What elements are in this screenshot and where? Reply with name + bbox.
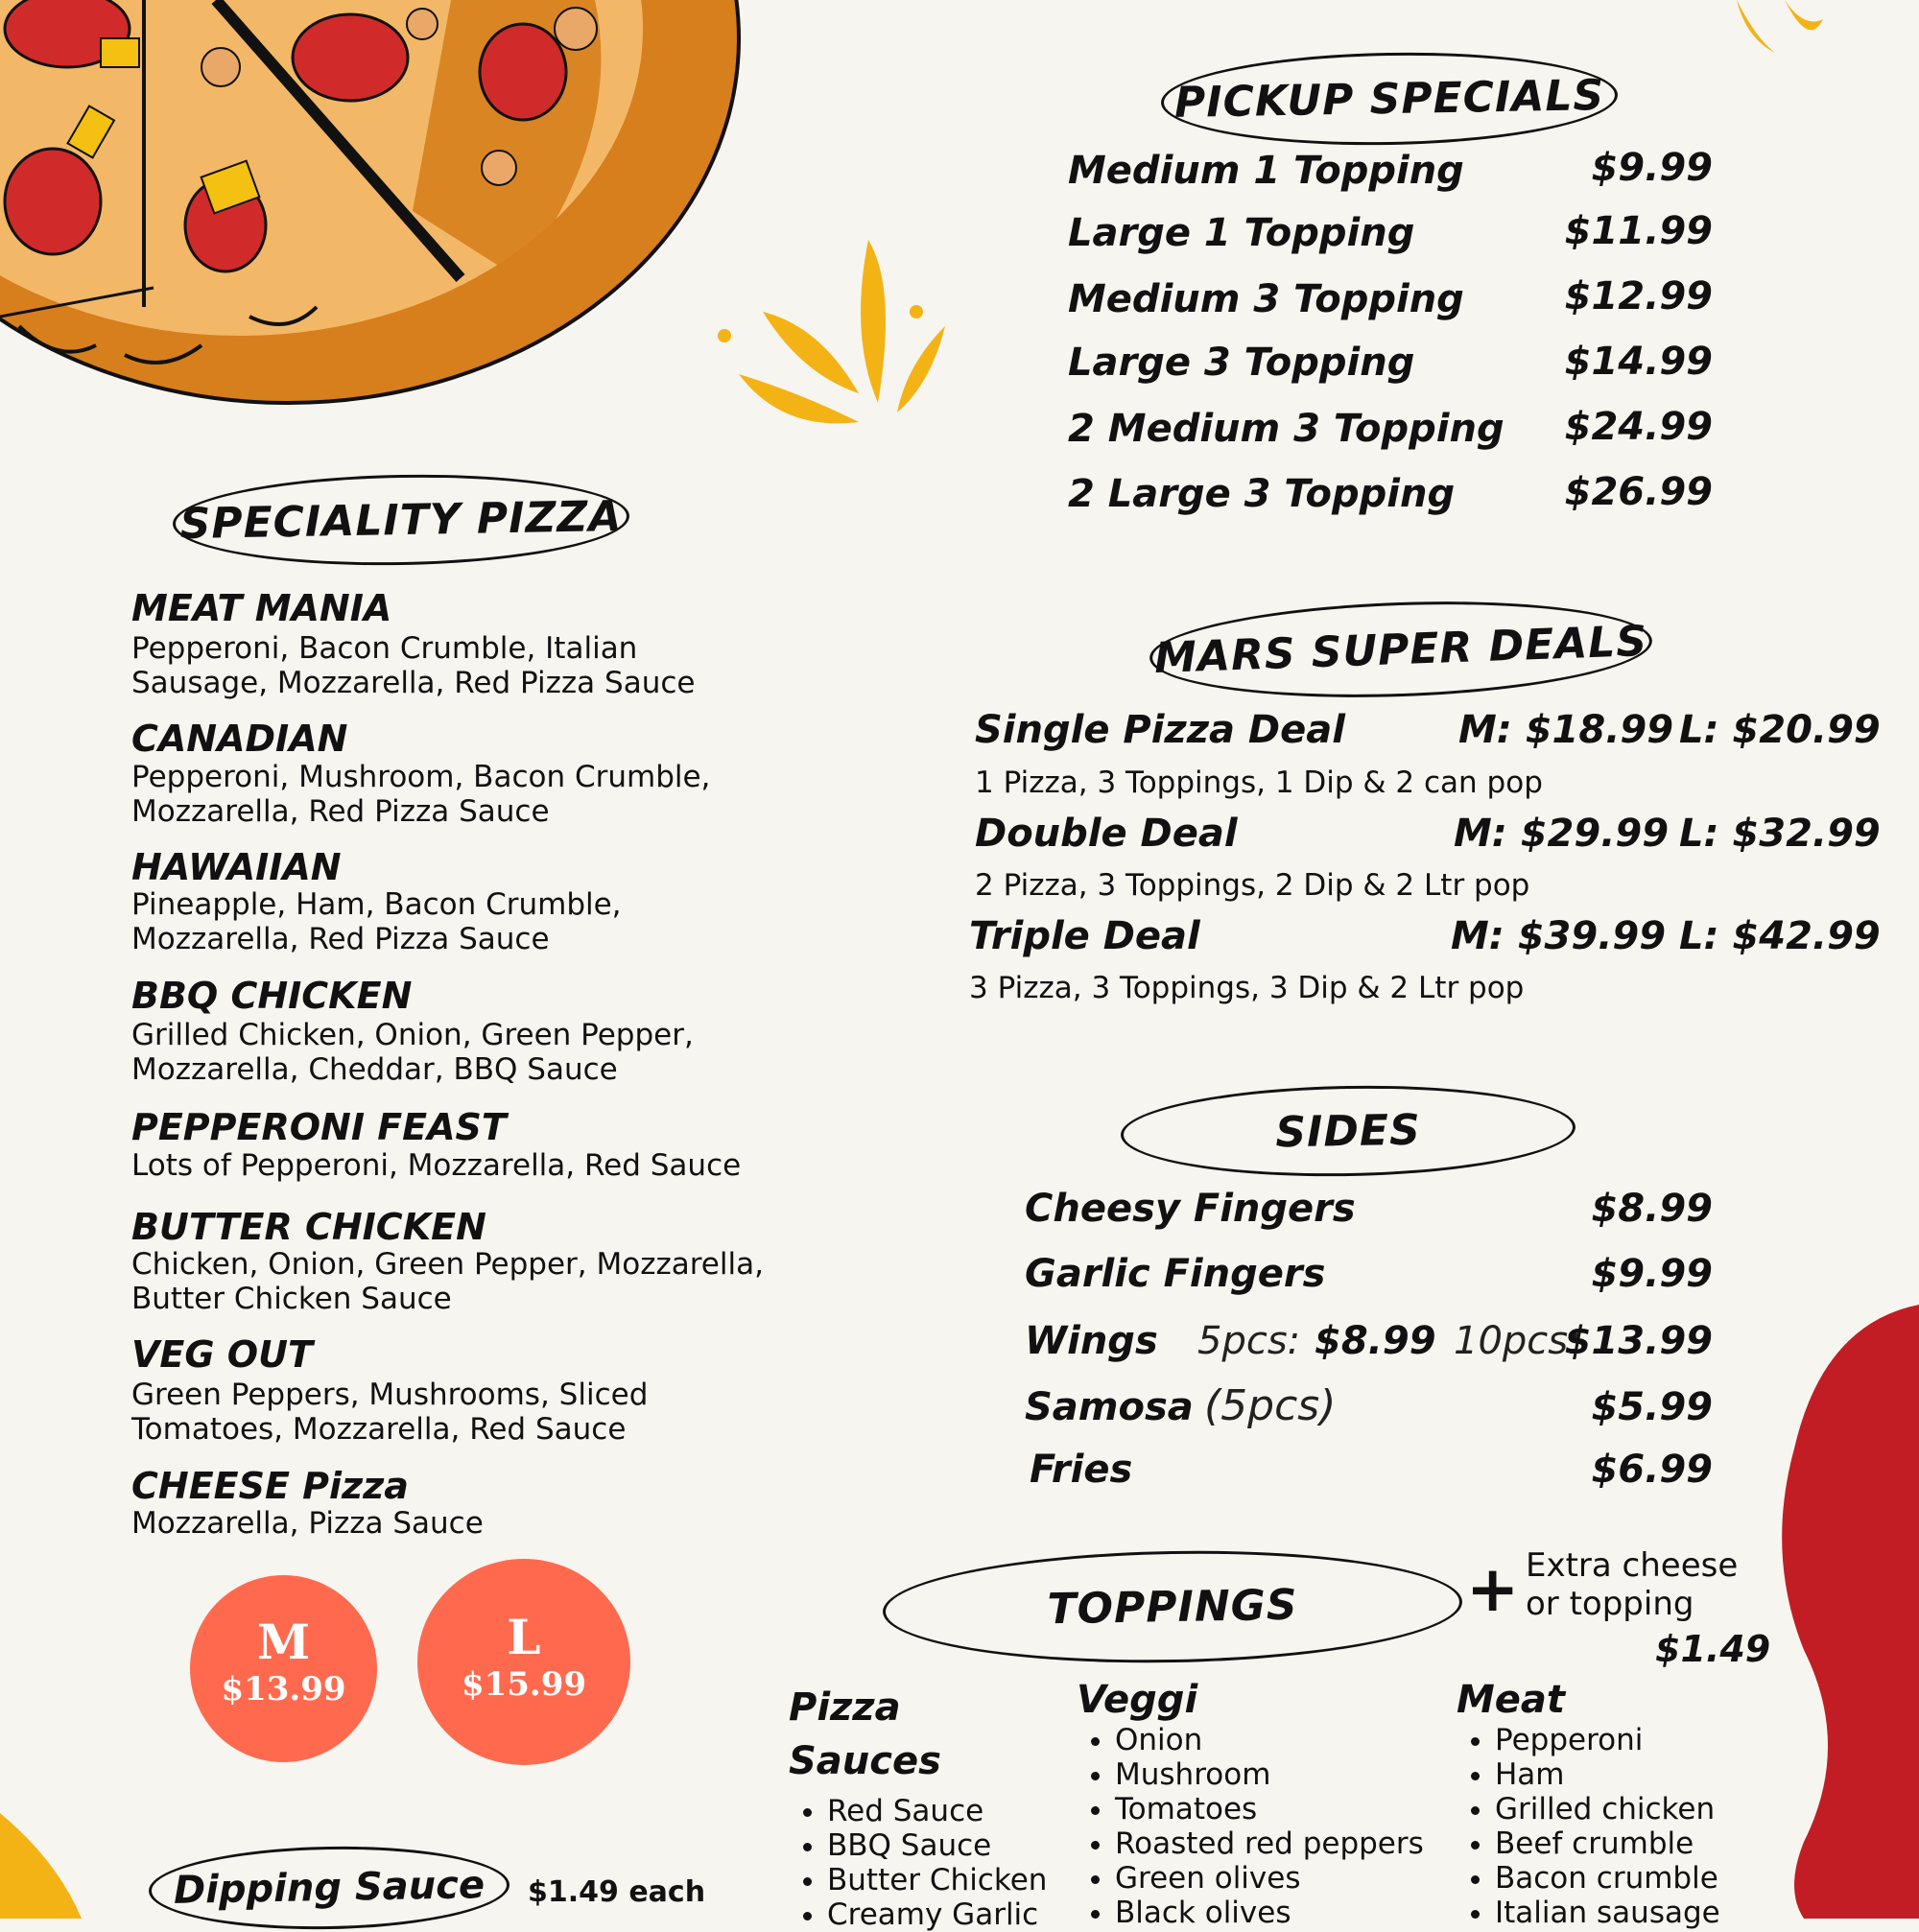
pickup-item-price: $26.99: [1564, 470, 1713, 514]
meat-item: • Ham: [1495, 1757, 1773, 1792]
pizza-description: [131, 631, 803, 700]
wings-large-qty: 10pcs:: [1454, 1319, 1581, 1363]
pizza-description: [131, 1247, 803, 1316]
side-name: Fries: [1030, 1448, 1133, 1492]
deal-medium-price: M: $29.99: [1454, 812, 1670, 856]
deal-description: 3 Pizza, 3 Toppings, 3 Dip & 2 Ltr pop: [969, 971, 1525, 1005]
plus-icon: +: [1466, 1552, 1520, 1626]
deal-large-price: L: $32.99: [1679, 812, 1881, 856]
pizza-name: HAWAIIAN: [131, 846, 342, 888]
side-price: $8.99: [1591, 1187, 1713, 1231]
side-price: $6.99: [1591, 1448, 1713, 1492]
size-label: M: [256, 1614, 311, 1670]
speciality-pizza-title: SPECIALITY PIZZA: [179, 491, 623, 549]
dipping-sauce-price: $1.49 each: [528, 1875, 706, 1909]
sides-title: SIDES: [1274, 1105, 1422, 1157]
yellow-splash-top-decoration: [1718, 0, 1842, 58]
deal-name: Triple Deal: [969, 914, 1200, 958]
pickup-item-name: Large 3 Topping: [1068, 341, 1415, 385]
deal-name: Double Deal: [975, 812, 1238, 856]
sides-heading: [1120, 1082, 1576, 1180]
pizza-name: MEAT MANIA: [131, 587, 392, 629]
dipping-sauce-heading: [148, 1844, 509, 1932]
veggi-title: Veggi: [1077, 1678, 1198, 1722]
sauce-item: • Creamy Garlic: [827, 1897, 1067, 1932]
meat-item: • Italian sausage: [1495, 1896, 1773, 1930]
pizza-illustration: [0, 0, 748, 412]
wings-large-price: $13.99: [1564, 1319, 1713, 1363]
pizza-description: [131, 887, 803, 956]
pizza-description: [131, 1378, 803, 1447]
deal-large-price: L: $20.99: [1679, 708, 1881, 752]
pizza-desc-line: Pepperoni, Mushroom, Bacon Crumble,: [131, 760, 711, 794]
veggi-item: • Black olives: [1115, 1896, 1460, 1930]
deal-medium-price: M: $39.99: [1451, 914, 1667, 958]
pizza-description: [131, 1018, 803, 1087]
pizza-name: CANADIAN: [131, 718, 348, 760]
pizza-name: CHEESE Pizza: [131, 1465, 409, 1507]
pizza-desc-line: Butter Chicken Sauce: [131, 1282, 452, 1316]
pickup-item-price: $14.99: [1564, 340, 1713, 384]
yellow-splash-decoration: [715, 230, 955, 432]
sauces-list: [789, 1794, 1067, 1932]
pizza-desc-line: Grilled Chicken, Onion, Green Pepper,: [131, 1018, 694, 1052]
pizza-name: VEG OUT: [131, 1333, 313, 1376]
extra-line-2: or topping: [1526, 1585, 1694, 1623]
size-badge-large: [417, 1559, 630, 1765]
meat-item: • Grilled chicken: [1495, 1792, 1773, 1826]
pizza-description: [131, 760, 803, 829]
veggi-item: • Roasted red peppers: [1115, 1826, 1460, 1861]
side-name: Cheesy Fingers: [1025, 1187, 1356, 1231]
pizza-desc-line: Pepperoni, Bacon Crumble, Italian: [131, 631, 638, 666]
wings-small-price: $8.99: [1315, 1319, 1436, 1363]
pickup-item-name: Medium 3 Topping: [1068, 277, 1464, 321]
extra-topping-price: $1.49: [1655, 1628, 1771, 1670]
side-name: Wings: [1025, 1319, 1158, 1363]
deal-description: 1 Pizza, 3 Toppings, 1 Dip & 2 can pop: [975, 766, 1543, 800]
size-price: $15.99: [461, 1665, 587, 1704]
pizza-description: [131, 1148, 803, 1183]
pizza-desc-line: Tomatoes, Mozzarella, Red Sauce: [131, 1412, 627, 1447]
pizza-desc-line: Green Peppers, Mushrooms, Sliced: [131, 1378, 649, 1412]
veggi-list: [1077, 1723, 1460, 1930]
deal-name: Single Pizza Deal: [975, 708, 1345, 752]
deal-medium-price: M: $18.99: [1458, 708, 1674, 752]
pickup-item-price: $11.99: [1564, 209, 1713, 253]
pizza-description: [131, 1506, 803, 1541]
yellow-corner-decoration: [0, 1813, 86, 1919]
pizza-desc-line: Mozzarella, Cheddar, BBQ Sauce: [131, 1052, 618, 1087]
meat-item: • Beef crumble: [1495, 1826, 1773, 1861]
meat-item: • Pepperoni: [1495, 1723, 1773, 1757]
meat-list: [1457, 1723, 1773, 1930]
meat-title: Meat: [1457, 1678, 1566, 1722]
pickup-item-price: $24.99: [1564, 405, 1713, 449]
size-badge-medium: [190, 1575, 377, 1762]
toppings-title: TOPPINGS: [1047, 1580, 1298, 1634]
samosa-qty: (5pcs): [1204, 1381, 1337, 1430]
size-label: L: [507, 1609, 541, 1665]
pizza-name: PEPPERONI FEAST: [131, 1106, 507, 1148]
pizza-name: BUTTER CHICKEN: [131, 1206, 486, 1248]
meat-item: • Bacon crumble: [1495, 1861, 1773, 1896]
wings-small-qty: 5pcs:: [1197, 1319, 1301, 1363]
pickup-item-price: $12.99: [1564, 274, 1713, 318]
pizza-desc-line: Sausage, Mozzarella, Red Pizza Sauce: [131, 666, 696, 700]
pickup-specials-heading: [1160, 49, 1619, 149]
super-deals-heading: [1148, 594, 1653, 705]
speciality-pizza-heading: [172, 471, 630, 569]
sauces-title-line: Sauces: [789, 1739, 941, 1783]
side-name: Garlic Fingers: [1025, 1252, 1326, 1296]
sauces-column: [789, 1681, 1067, 1932]
sauces-title-line: Pizza: [789, 1685, 901, 1730]
meat-column: [1457, 1677, 1773, 1930]
side-price: $9.99: [1591, 1252, 1713, 1296]
sauce-item: • Red Sauce: [827, 1794, 1067, 1828]
pizza-desc-line: Chicken, Onion, Green Pepper, Mozzarella,: [131, 1247, 764, 1282]
pizza-desc-line: Lots of Pepperoni, Mozzarella, Red Sauce: [131, 1148, 742, 1183]
veggi-item: • Tomatoes: [1115, 1792, 1460, 1826]
deal-description: 2 Pizza, 3 Toppings, 2 Dip & 2 Ltr pop: [975, 868, 1530, 903]
sauce-item: • BBQ Sauce: [827, 1828, 1067, 1863]
extra-topping-note: [1526, 1546, 1738, 1623]
size-price: $13.99: [221, 1670, 346, 1708]
super-deals-title: MARS SUPER DEALS: [1153, 616, 1648, 683]
toppings-heading: [882, 1546, 1463, 1668]
pickup-item-price: $9.99: [1591, 146, 1713, 190]
side-name: Samosa: [1025, 1385, 1194, 1429]
pizza-desc-line: Mozzarella, Red Pizza Sauce: [131, 794, 550, 829]
pizza-desc-line: Mozzarella, Red Pizza Sauce: [131, 922, 550, 956]
pickup-item-name: 2 Large 3 Topping: [1068, 472, 1456, 516]
veggi-item: • Mushroom: [1115, 1757, 1460, 1792]
dipping-sauce-title: Dipping Sauce: [173, 1863, 486, 1913]
veggi-item: • Green olives: [1115, 1861, 1460, 1896]
side-price: $5.99: [1591, 1385, 1713, 1429]
pizza-desc-line: Mozzarella, Pizza Sauce: [131, 1506, 484, 1541]
deal-large-price: L: $42.99: [1679, 914, 1881, 958]
pickup-item-name: 2 Medium 3 Topping: [1068, 407, 1504, 451]
pizza-name: BBQ CHICKEN: [131, 975, 413, 1017]
pickup-specials-title: PICKUP SPECIALS: [1173, 70, 1605, 128]
pickup-item-name: Medium 1 Topping: [1068, 149, 1464, 193]
pizza-desc-line: Pineapple, Ham, Bacon Crumble,: [131, 887, 622, 922]
veggi-item: • Onion: [1115, 1723, 1460, 1757]
veggi-column: [1077, 1677, 1460, 1930]
pickup-item-name: Large 1 Topping: [1068, 211, 1415, 255]
extra-line-1: Extra cheese: [1526, 1546, 1739, 1585]
sauce-item: • Butter Chicken: [827, 1863, 1067, 1897]
